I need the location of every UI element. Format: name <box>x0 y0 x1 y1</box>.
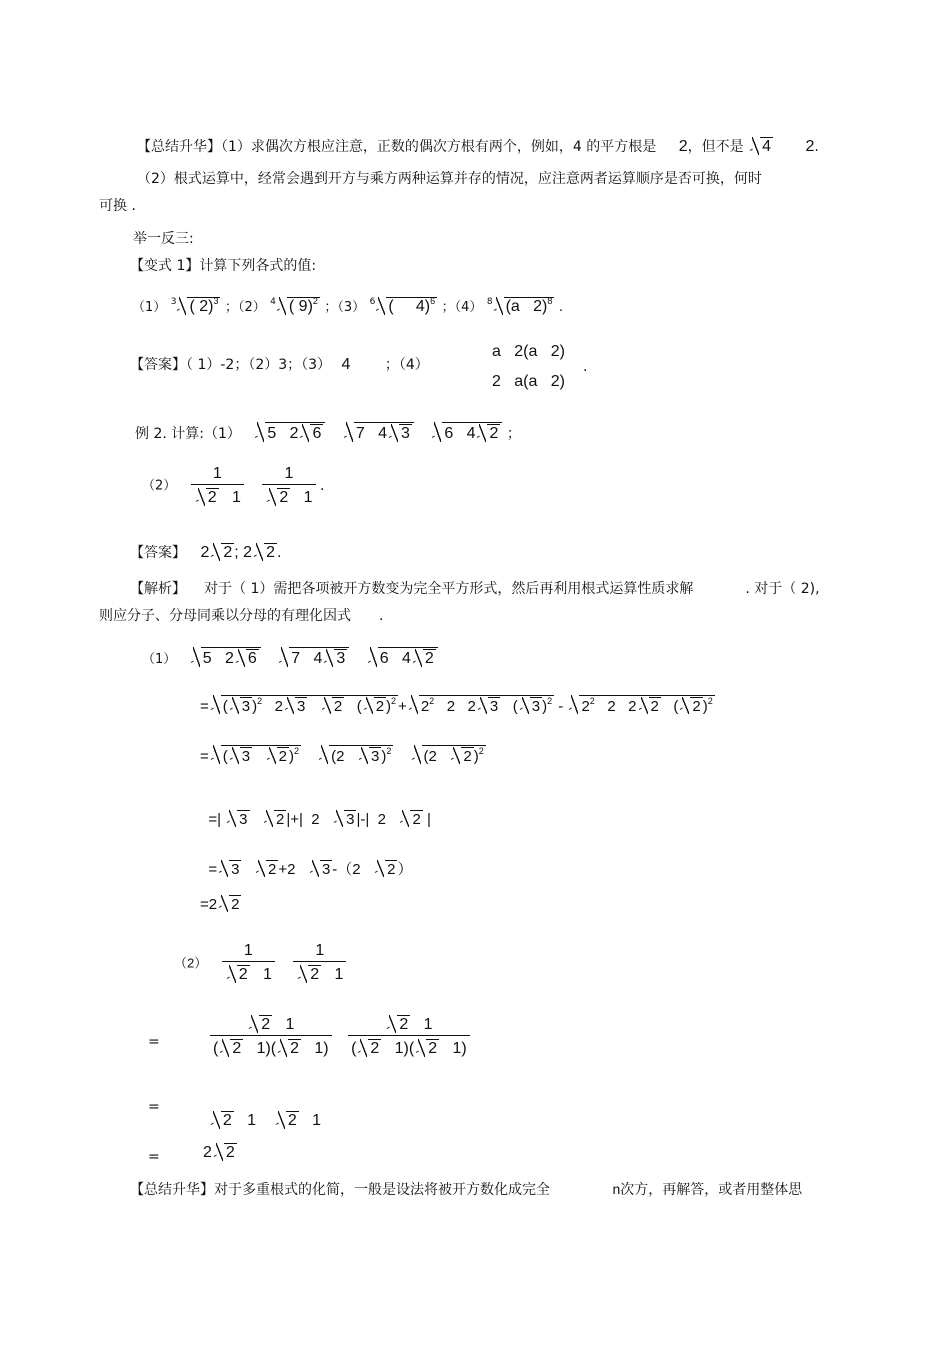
sqrt-4: 4 <box>750 137 773 155</box>
solution-step-1: （1） 5 2 6 7 4 3 6 4 2 <box>142 647 438 667</box>
nested-root-1: 5 2 6 <box>255 422 325 442</box>
root-expr-4: (a 2)$^8$ <box>494 297 555 315</box>
solution-step-10: 2 2 <box>203 1144 235 1161</box>
variant-1-expressions: （1） $^3$ ( 2)$^3$ ；（2） $^4$ ( 9)$^2$ ；（3） $^6$ ( 4)$^6$ ；（4） $^8$ (a 2)$^8$ . <box>132 296 563 315</box>
root-expr-1: ( 2)$^3$ <box>177 297 220 315</box>
solution-step-3: = ( 3 2 )$^2$ (2 3 )$^2$ (2 2 )$^2$ <box>200 746 484 765</box>
summary-mid: ，但不是 <box>687 139 744 155</box>
solution-step-6: =2 2 <box>200 896 240 913</box>
solution-step-8-eq: = <box>148 1034 160 1050</box>
answer-1-case-1: a 2(a 2) <box>492 343 565 360</box>
variant-text: 计算下列各式的值: <box>199 258 317 274</box>
summary-paragraph-2-line1: （2）根式运算中，经常会遇到开方与乘方两种运算并存的情况，应注意两者运算顺序是否可换，何时 <box>137 171 762 187</box>
summary-tag: 【总结升华】 <box>137 139 221 155</box>
solution-step-9: 2 1 2 1 <box>200 1095 321 1129</box>
solution-step-5: = 3 2 +2 3 -（2 2 ） <box>208 861 413 878</box>
answer-1-period: . <box>583 359 588 375</box>
solution-step-7: （2） $\frac{1}{2 1}$ $\frac{1}{2 1}$ <box>174 943 346 983</box>
practice-heading: 举一反三: <box>133 231 194 247</box>
fraction-2: $\frac{1}{2 1}$ <box>262 466 315 506</box>
solution-step-8: 2 1 ( 2 1)( 2 1) 2 1 ( 2 1)( 2 1) <box>210 1015 470 1057</box>
fraction-1: $\frac{1}{2 1}$ <box>191 466 244 506</box>
root-expr-2: ( 9)$^2$ <box>277 297 320 315</box>
nested-root-3: 6 4 2 <box>432 422 502 442</box>
summary-paragraph-last: 【总结升华】对于多重根式的化简，一般是设法将被开方数化成完全 n次方，再解答，或者用整体思 <box>130 1181 803 1198</box>
variant-1 <box>130 259 316 273</box>
summary-paragraph-1 <box>137 137 819 155</box>
solution-step-2: = ( 3 )$^2$ 2 3 2 ( 2 )$^2$ + $2^2$ 2 2 3 ( 3 )$^2$ - $2^2$ 2 2 2 ( 2 )$^2$ <box>200 696 713 715</box>
example-2: 例 2. 计算:（1） 5 2 6 7 4 3 6 4 2 ； <box>135 422 521 442</box>
answer-2: 【答案】 2 2 ; 2 2 . <box>130 544 282 561</box>
answer-1-case-2: 2 a(a 2) <box>492 373 565 390</box>
solution-step-10-eq: = <box>148 1149 160 1165</box>
solution-step-9-eq: = <box>148 1099 160 1115</box>
example-2-part-2: （2） $\frac{1}{2 1}$ $\frac{1}{2 1}$ . <box>142 465 325 506</box>
answer-1: 【答案】（ 1）-2；（2）3；（3） 4 ；（4） <box>130 356 429 373</box>
summary-text: （1）求偶次方根应注意，正数的偶次方根有两个，例如，4 的平方根是 <box>221 139 657 155</box>
period: . <box>814 139 819 155</box>
solution-step-4: =| 3 2 |+| 2 3 |-| 2 2 | <box>208 811 431 828</box>
solution-line-1: 【解析】 对于（ 1）需把各项被开方数变为完全平方形式，然后再利用根式运算性质求解 . 对于（ 2), <box>130 581 820 597</box>
value-2: 2 <box>678 138 688 155</box>
summary-paragraph-2-line2: 可换 . <box>99 198 136 214</box>
value-2b: 2 <box>805 138 815 155</box>
solution-line-2: 则应分子、分母同乘以分母的有理化因式 . <box>99 608 384 624</box>
root-expr-3: ( 4)$^6$ <box>376 297 437 315</box>
nested-root-2: 7 4 3 <box>344 422 414 442</box>
variant-tag: 【变式 1】 <box>130 258 200 274</box>
